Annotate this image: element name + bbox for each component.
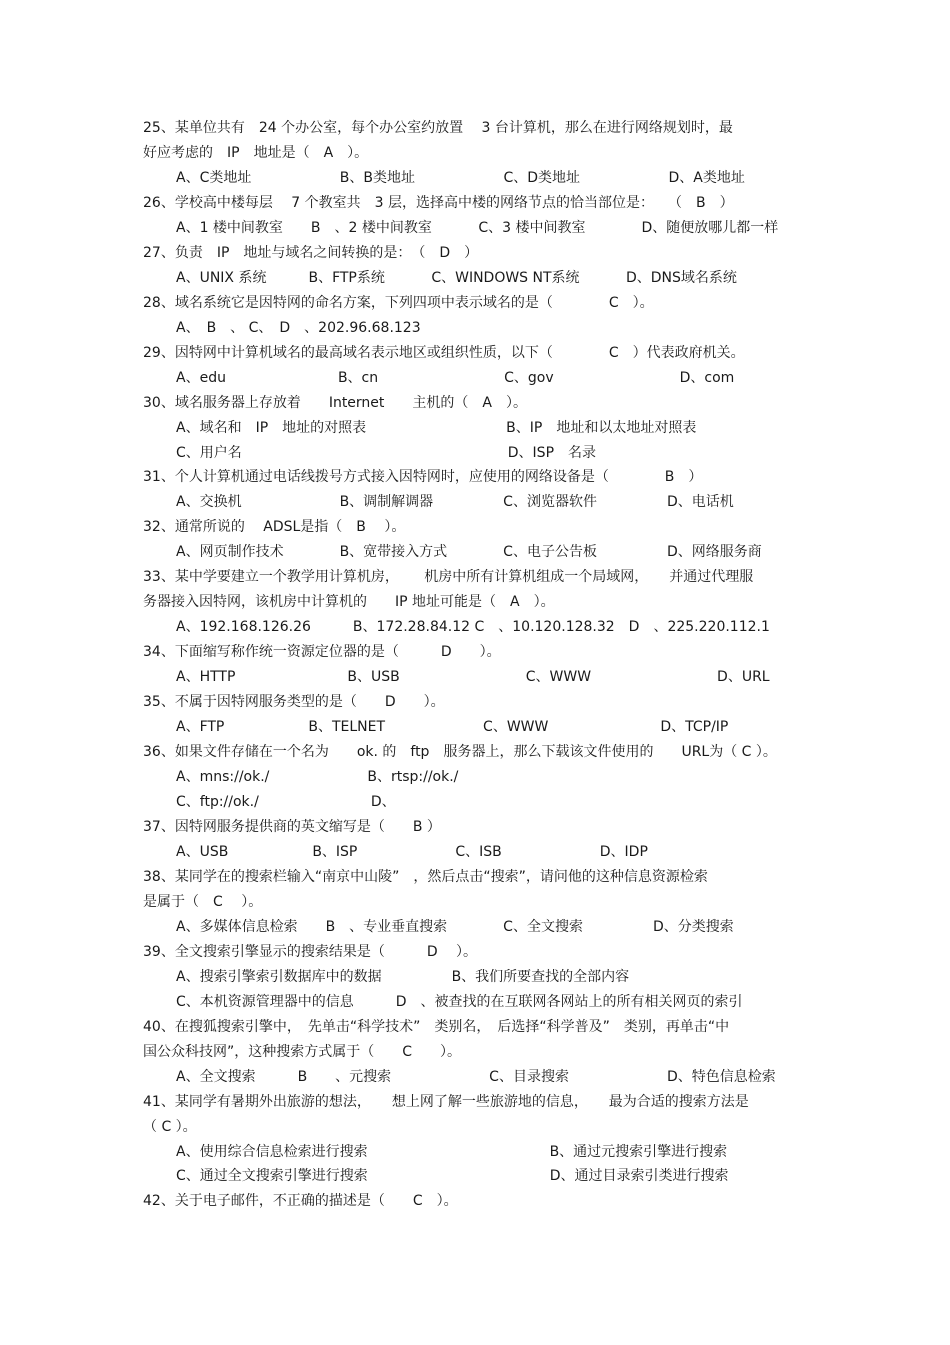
- text-line: A、使用综合信息检索进行搜索 B、通过元搜索引擎进行搜索: [176, 1144, 728, 1160]
- text-line: A、mns://ok./ B、rtsp://ok./: [176, 769, 459, 785]
- text-line: 33、某中学要建立一个教学用计算机房， 机房中所有计算机组成一个局域网， 并通过代理服: [143, 569, 754, 585]
- text-line: A、192.168.126.26 B、172.28.84.12 C 、10.120.128.32 D 、225.220.112.1: [176, 619, 770, 635]
- text-line: 30、域名服务器上存放着 Internet 主机的（ A ）。: [143, 395, 527, 411]
- text-line: 26、学校高中楼每层 7 个教室共 3 层，选择高中楼的网络节点的恰当部位是： （ B ）: [143, 195, 734, 211]
- text-line: A、USB B、ISP C、ISB D、IDP: [176, 844, 648, 860]
- text-line: A、1 楼中间教室 B 、2 楼中间教室 C、3 楼中间教室 D、随便放哪儿都一样: [176, 220, 779, 236]
- text-line: 42、关于电子邮件，不正确的描述是（ C ）。: [143, 1193, 458, 1209]
- text-line: 35、不属于因特网服务类型的是（ D ）。: [143, 694, 445, 710]
- text-line: A、网页制作技术 B、宽带接入方式 C、电子公告板 D、网络服务商: [176, 544, 762, 560]
- text-line: A、HTTP B、USB C、WWW D、URL: [176, 669, 770, 685]
- text-line: 国公众科技网”，这种搜索方式属于（ C ）。: [143, 1044, 462, 1060]
- text-line: 39、全文搜索引擎显示的搜索结果是（ D ）。: [143, 944, 478, 960]
- text-line: 29、因特网中计算机域名的最高域名表示地区或组织性质，以下（ C ）代表政府机关。: [143, 345, 745, 361]
- text-line: A、域名和 IP 地址的对照表 B、IP 地址和以太地址对照表: [176, 420, 697, 436]
- text-line: A、edu B、cn C、gov D、com: [176, 370, 735, 386]
- text-line: A、多媒体信息检索 B 、专业垂直搜索 C、全文搜索 D、分类搜索: [176, 919, 734, 935]
- text-line: A、FTP B、TELNET C、WWW D、TCP/IP: [176, 719, 729, 735]
- text-line: A、交换机 B、调制解调器 C、浏览器软件 D、电话机: [176, 494, 734, 510]
- text-line: 37、因特网服务提供商的英文缩写是（ B ）: [143, 819, 441, 835]
- text-line: A、全文搜索 B 、元搜索 C、目录搜索 D、特色信息检索: [176, 1069, 776, 1085]
- text-line: 38、某同学在的搜索栏输入“南京中山陵” ，然后点击“搜索”，请问他的这种信息资源检索: [143, 869, 708, 885]
- text-line: 是属于（ C ）。: [143, 894, 263, 910]
- text-line: 34、下面缩写称作统一资源定位器的是（ D ）。: [143, 644, 501, 660]
- text-line: （ C ）。: [143, 1119, 197, 1135]
- text-line: 31、个人计算机通过电话线拨号方式接入因特网时，应使用的网络设备是（ B ）: [143, 469, 703, 485]
- text-line: 41、某同学有暑期外出旅游的想法， 想上网了解一些旅游地的信息， 最为合适的搜索方法是: [143, 1094, 749, 1110]
- text-line: C、本机资源管理器中的信息 D 、被查找的在互联网各网站上的所有相关网页的索引: [176, 994, 743, 1010]
- text-line: 务器接入因特网，该机房中计算机的 IP 地址可能是（ A ）。: [143, 594, 555, 610]
- text-line: 36、如果文件存储在一个名为 ok. 的 ftp 服务器上，那么下载该文件使用的 URL为（ C ）。: [143, 744, 777, 760]
- text-line: 27、负责 IP 地址与域名之间转换的是： （ D ）: [143, 245, 479, 261]
- text-line: A、UNIX 系统 B、FTP系统 C、WINDOWS NT系统 D、DNS域名系统: [176, 270, 737, 286]
- text-line: C、ftp://ok./ D、: [176, 794, 396, 810]
- text-line: C、通过全文搜索引擎进行搜索 D、通过目录索引类进行搜索: [176, 1168, 729, 1184]
- text-line: 25、某单位共有 24 个办公室，每个办公室约放置 3 台计算机，那么在进行网络规划时，最: [143, 120, 733, 136]
- text-line: A、 B 、 C、 D 、202.96.68.123: [176, 320, 421, 336]
- text-line: A、搜索引擎索引数据库中的数据 B、我们所要查找的全部内容: [176, 969, 630, 985]
- text-line: 32、通常所说的 ADSL是指（ B ）。: [143, 519, 406, 535]
- text-line: C、用户名 D、ISP 名录: [176, 445, 597, 461]
- text-line: A、C类地址 B、B类地址 C、D类地址 D、A类地址: [176, 170, 745, 186]
- text-line: 28、域名系统它是因特网的命名方案，下列四项中表示域名的是（ C ）。: [143, 295, 654, 311]
- text-line: 40、在搜狐搜索引擎中， 先单击“科学技术” 类别名， 后选择“科学普及” 类别，再单击“中: [143, 1019, 730, 1035]
- text-line: 好应考虑的 IP 地址是（ A ）。: [143, 145, 369, 161]
